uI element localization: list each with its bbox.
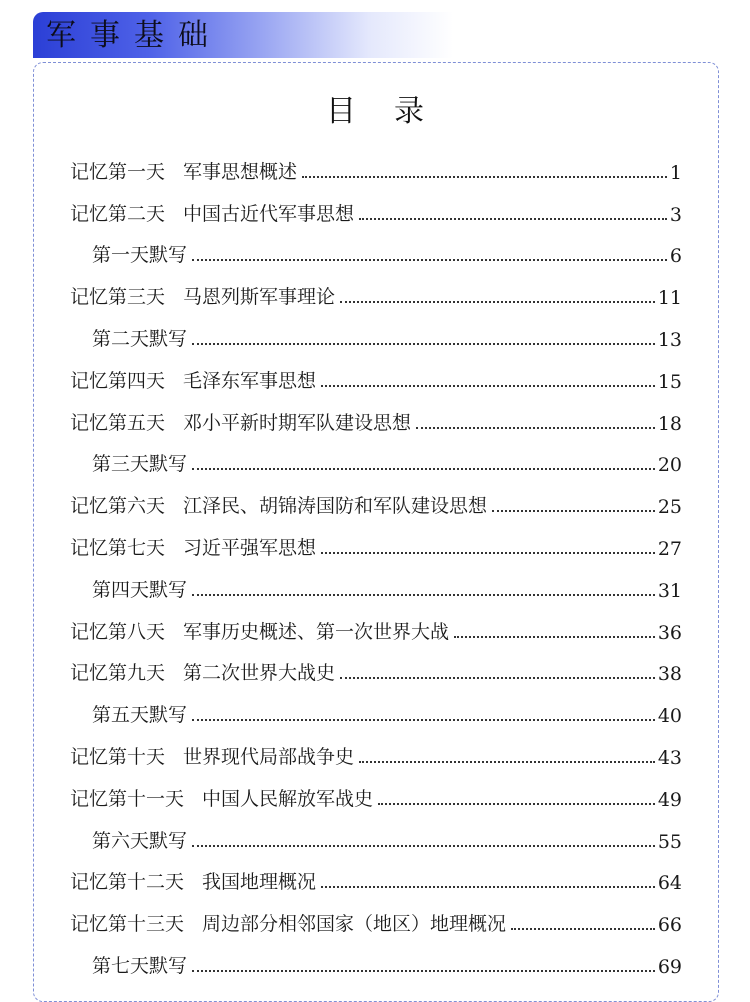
toc-entry-label [92,324,189,351]
dot-leader [511,928,655,930]
toc-review-entry[interactable] [70,309,682,351]
toc-entry-day: 第四天默写 [92,578,188,601]
dot-leader [192,259,667,261]
dot-leader [192,343,655,345]
toc-list [70,142,682,978]
toc-entry-page-number: 11 [657,287,682,310]
toc-chapter-entry[interactable] [70,142,682,184]
toc-entry-label [70,658,337,685]
toc-entry-day: 记忆第八天 [70,620,166,643]
dot-leader [192,719,655,721]
toc-entry-page-number: 27 [657,537,682,560]
toc-chapter-entry[interactable] [70,769,682,811]
dot-leader [321,552,655,554]
dot-leader [192,468,655,470]
toc-entry-topic: 军事历史概述、第一次世界大战 [183,620,450,643]
toc-entry-day: 记忆第三天 [70,286,166,309]
toc-entry-page-number: 15 [657,370,682,393]
toc-chapter-entry[interactable] [70,393,682,435]
toc-entry-topic: 中国人民解放军战史 [202,787,374,810]
toc-entry-topic: 江泽民、胡锦涛国防和军队建设思想 [183,495,488,518]
toc-entry-label [70,909,508,936]
toc-entry-label [70,157,299,184]
toc-entry-page-number: 55 [657,830,682,853]
toc-entry-day: 第三天默写 [92,453,188,476]
toc-entry-topic: 第二次世界大战史 [183,662,336,685]
toc-chapter-entry[interactable] [70,853,682,895]
toc-entry-topic: 邓小平新时期军队建设思想 [183,411,412,434]
toc-entry-page-number: 64 [657,872,682,895]
dot-leader [359,761,655,763]
toc-review-entry[interactable] [70,936,682,978]
toc-entry-day: 记忆第二天 [70,202,166,225]
toc-entry-day: 第五天默写 [92,704,188,727]
toc-review-entry[interactable] [70,435,682,477]
toc-chapter-entry[interactable] [70,267,682,309]
toc-entry-topic: 习近平强军思想 [183,536,317,559]
toc-review-entry[interactable] [70,226,682,268]
toc-entry-label [70,784,375,811]
toc-chapter-entry[interactable] [70,602,682,644]
dot-leader [192,594,655,596]
dot-leader [321,385,655,387]
dot-leader [192,845,655,847]
toc-title: 目录 [326,94,462,129]
toc-entry-page-number: 3 [669,203,682,226]
toc-entry-label [70,617,451,644]
toc-entry-day: 第六天默写 [92,829,188,852]
toc-entry-day: 记忆第十三天 [70,913,185,936]
toc-entry-label [70,199,356,226]
toc-review-entry[interactable] [70,685,682,727]
toc-entry-label [70,408,413,435]
toc-entry-topic: 中国古近代军事思想 [183,202,355,225]
toc-chapter-entry[interactable] [70,351,682,393]
toc-entry-day: 第二天默写 [92,327,188,350]
toc-entry-page-number: 1 [669,161,682,184]
toc-entry-day: 记忆第四天 [70,369,166,392]
toc-chapter-entry[interactable] [70,644,682,686]
toc-entry-day: 记忆第五天 [70,411,166,434]
toc-entry-page-number: 38 [657,663,682,686]
toc-entry-topic: 马恩列斯军事理论 [183,286,336,309]
dot-leader [340,301,655,303]
toc-entry-page-number: 66 [657,914,682,937]
toc-entry-page-number: 40 [657,705,682,728]
toc-entry-page-number: 20 [657,454,682,477]
toc-entry-label [92,826,189,853]
toc-entry-page-number: 6 [669,245,682,268]
toc-entry-page-number: 49 [657,788,682,811]
toc-entry-page-number: 25 [657,496,682,519]
toc-review-entry[interactable] [70,811,682,853]
dot-leader [416,427,655,429]
section-title: 军事基础 [46,18,222,53]
dot-leader [492,510,655,512]
toc-entry-day: 记忆第九天 [70,662,166,685]
toc-entry-topic: 我国地理概况 [202,871,317,894]
dot-leader [454,636,655,638]
toc-entry-topic: 军事思想概述 [183,160,298,183]
toc-entry-label [92,240,189,267]
toc-entry-page-number: 13 [657,328,682,351]
dot-leader [359,218,667,220]
toc-entry-page-number: 69 [657,955,682,978]
toc-entry-page-number: 18 [657,412,682,435]
toc-entry-label [70,366,318,393]
dot-leader [340,677,655,679]
toc-entry-day: 第一天默写 [92,244,188,267]
toc-entry-label [70,282,337,309]
dot-leader [378,803,655,805]
toc-entry-page-number: 31 [657,579,682,602]
toc-entry-label [70,742,356,769]
toc-entry-page-number: 43 [657,746,682,769]
toc-entry-day: 记忆第十天 [70,745,166,768]
toc-review-entry[interactable] [70,560,682,602]
toc-entry-day: 记忆第十一天 [70,787,185,810]
toc-entry-day: 记忆第六天 [70,495,166,518]
toc-entry-topic: 世界现代局部战争史 [183,745,355,768]
toc-entry-label [92,700,189,727]
toc-chapter-entry[interactable] [70,184,682,226]
toc-entry-day: 第七天默写 [92,954,188,977]
toc-entry-page-number: 36 [657,621,682,644]
toc-entry-topic: 毛泽东军事思想 [183,369,317,392]
toc-entry-day: 记忆第一天 [70,160,166,183]
dot-leader [302,176,667,178]
dot-leader [321,886,655,888]
toc-chapter-entry[interactable] [70,518,682,560]
toc-entry-label [92,951,189,978]
toc-chapter-entry[interactable] [70,894,682,936]
toc-entry-label [70,867,318,894]
toc-entry-label [92,449,189,476]
toc-entry-topic: 周边部分相邻国家（地区）地理概况 [202,913,507,936]
toc-chapter-entry[interactable] [70,727,682,769]
toc-entry-label [92,575,189,602]
toc-entry-day: 记忆第七天 [70,536,166,559]
toc-entry-label [70,491,489,518]
toc-entry-label [70,533,318,560]
toc-entry-day: 记忆第十二天 [70,871,185,894]
toc-chapter-entry[interactable] [70,476,682,518]
dot-leader [192,970,655,972]
